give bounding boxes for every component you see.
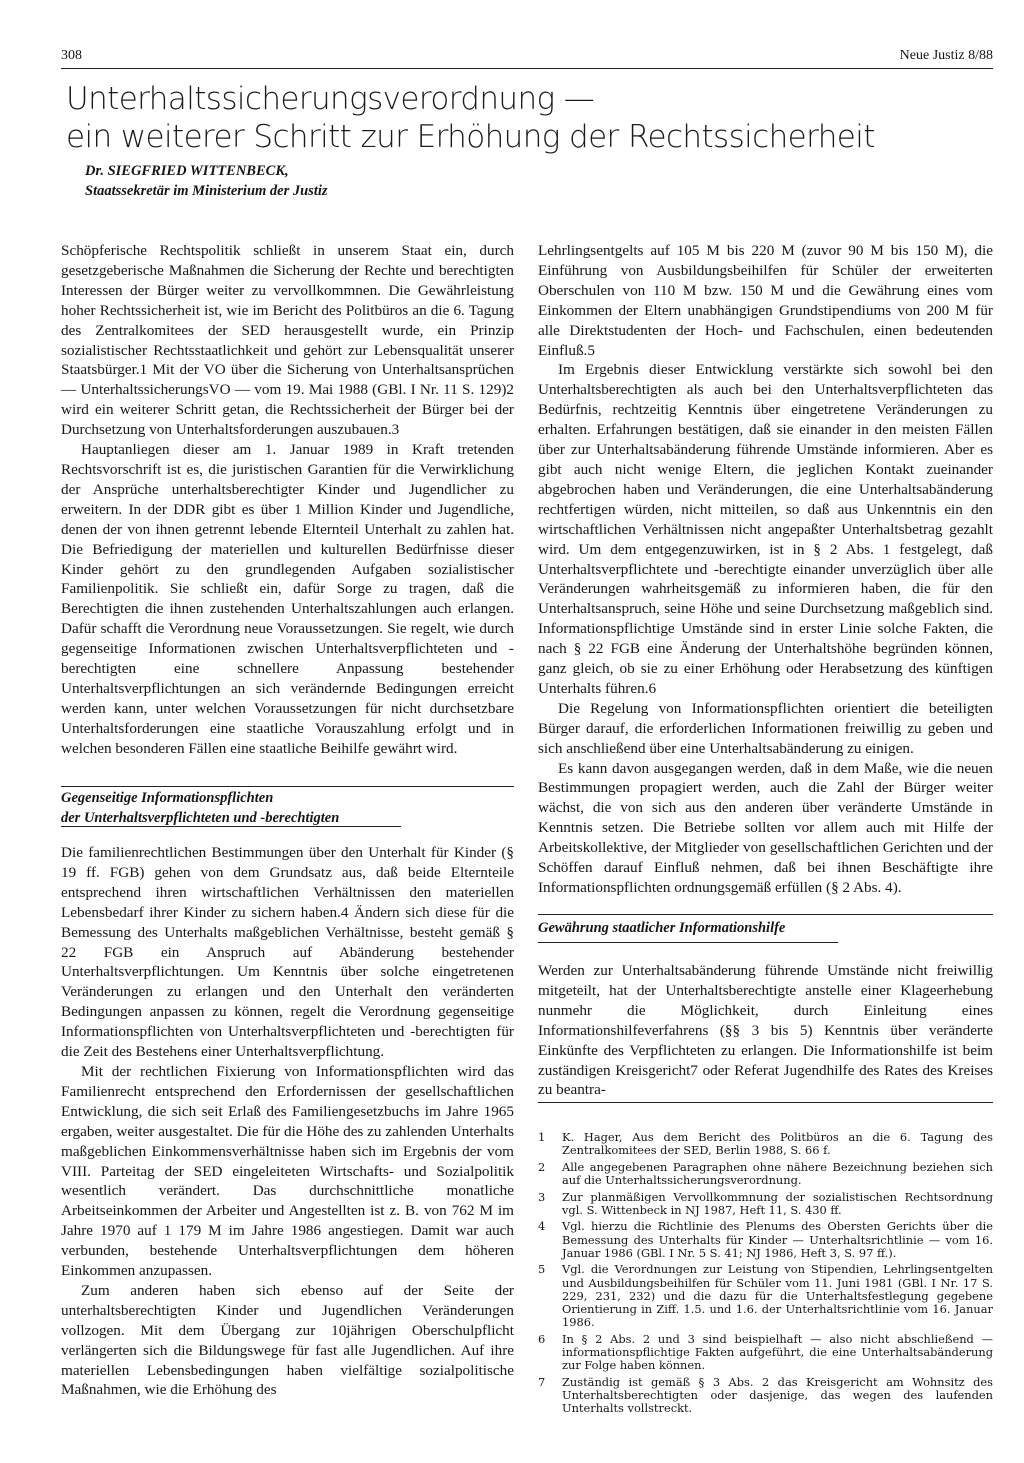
- article-title: [66, 80, 996, 156]
- title-line-1: Unterhaltssicherungsverordnung —: [66, 81, 595, 117]
- column-1-top: [61, 241, 514, 759]
- paragraph: Schöpferische Rechtspolitik schließt in unserem Staat ein, durch gesetzgeberische Maßnahmen die Sicherung der Rechte und berechtigten Interessen der Bürger weiter zu vervollkommnen. Die Gewährleistung hoher Rechtssicherheit ist, wie im Bericht des Politbüros an die 6. Tagung des Zentralkomitees der SED herausgestellt wurde, ein Prinzip sozialistischer Rechtsstaatlichkeit und gehört zur Lebensqualität unserer Staatsbürger.1 Mit der VO über die Sicherung von Unterhaltsansprüchen — UnterhaltssicherungsVO — vom 19. Mai 1988 (GBl. I Nr. 11 S. 129)2 wird ein weiterer Schritt getan, die Rechtssicherheit der Bürger bei der Durchsetzung von Unterhaltsforderungen auszubauen.3: [61, 242, 514, 439]
- section-rule-bottom: [538, 942, 838, 943]
- column-2-bottom: [538, 961, 993, 1100]
- footnote-number: 7: [538, 1374, 546, 1389]
- footnote-number: 1: [538, 1130, 546, 1144]
- paragraph: Die familienrechtlichen Bestimmungen über den Unterhalt für Kinder (§ 19 ff. FGB) gehen von dem Grundsatz aus, daß beide Elternteile entsprechend ihren wirtschaftlichen Verhältnissen den materiellen Lebensbedarf ihrer Kinder zu sichern haben.4 Ändern sich diese für die Bemessung des Unterhalts maßgeblichen Verhältnisse, besteht gemäß § 22 FGB ein Anspruch auf Abänderung bestehender Unterhaltsverpflichtungen. Um Kenntnis über solche eingetretenen Veränderungen zu erlangen und den Unterhalt den veränderten Bedingungen anpassen zu können, regelt die Verordnung gegenseitige Informationspflichten von Unterhaltsverpflichteten und -berechtigten für die Zeit des Bestehens einer Unterhaltsverpflichtung.: [61, 844, 514, 1061]
- header-rule: [61, 68, 993, 69]
- section-rule-top: [61, 786, 514, 787]
- footnote: [538, 1220, 993, 1260]
- paragraph: Zum anderen haben sich ebenso auf der Seite der unterhaltsberechtigten Kinder und Jugendlichen Veränderungen vollzogen. Mit dem Übergang zur 10jährigen Oberschulpflicht verlängerten sich die Bildungswege für fast alle Jugendlichen. Auf ihre materiellen Lebensbedingungen haben vielfältige sozialpolitische Maßnahmen, wie die Erhöhung des: [61, 1281, 514, 1399]
- footnote-text: K. Hager, Aus dem Bericht des Politbüros an die 6. Tagung des Zentralkomitees der SED, Berlin 1988, S. 66 f.: [562, 1130, 993, 1158]
- section-rule-bottom: [61, 826, 401, 827]
- title-line-2: ein weiterer Schritt zur Erhöhung der Rechtssicherheit: [66, 119, 875, 155]
- page-number: 308: [61, 48, 82, 63]
- paragraph: Die Regelung von Informationspflichten orientiert die beteiligten Bürger darauf, die erforderlichen Informationen freiwillig zu geben und sich anschließend über eine Unterhaltsabänderung zu einigen.: [538, 699, 993, 757]
- footnote: [538, 1191, 993, 1217]
- column-2-top: [538, 241, 993, 898]
- footnote-number: 3: [538, 1189, 546, 1204]
- footnote: [538, 1376, 993, 1416]
- section-heading-2: Gewährung staatlicher Informationshilfe: [538, 920, 786, 936]
- footnote: [538, 1131, 993, 1157]
- footnote: [538, 1263, 993, 1329]
- footnote-number: 4: [538, 1219, 546, 1234]
- paragraph: Im Ergebnis dieser Entwicklung verstärkte sich sowohl bei den Unterhaltsberechtigten als auch bei den Unterhaltsverpflichteten das Bedürfnis, rechtzeitig Kenntnis über eingetretene Veränderungen zu erhalten. Erfahrungen bestätigen, daß sie einander in den meisten Fällen über zur Unterhaltsabänderung führende Umstände informieren. Aber es gibt auch nicht wenige Eltern, die jeglichen Kontakt zueinander abgebrochen haben und Veränderungen, die eine Unterhaltsabänderung rechtfertigen würden, nicht mitteilen, so daß aus Unkenntnis ein den wirtschaftlichen Verhältnissen nicht angepaßter Unterhaltsbetrag gezahlt wird. Um dem entgegenzuwirken, ist in § 2 Abs. 1 festgelegt, daß Unterhaltsverpflichtete und -berechtigte einander unverzüglich über alle Veränderungen wahrheitsgemäß zu informieren haben, die für den Unterhaltsanspruch, seine Höhe und seine Durchsetzung maßgeblich sind. Informationspflichtige Umstände sind in erster Linie solche Fakten, die nach § 22 FGB eine Änderung der Unterhaltshöhe begründen können, ganz gleich, ob sie zu einer Erhöhung oder Herabsetzung des künftigen Unterhalts führen.6: [538, 361, 993, 697]
- footnote-text: Vgl. hierzu die Richtlinie des Plenums des Obersten Gerichts über die Bemessung des Unterhalts für Kinder — Unterhaltsrichtlinie — vom 16. Januar 1986 (GBl. I Nr. 5 S. 41; NJ 1986, Heft 3, S. 97 ff.).: [562, 1219, 993, 1260]
- paragraph: Lehrlingsentgelts auf 105 M bis 220 M (zuvor 90 M bis 150 M), die Einführung von Ausbildungsbeihilfen für Schüler der erweiterten Oberschulen von 110 M bzw. 150 M und die Gewährung eines vom Einkommen der Eltern unabhängigen Grundstipendiums von 200 M für alle Direktstudenten der Hoch- und Fachschulen, einen bedeutenden Einfluß.5: [538, 242, 993, 359]
- footnote-text: Vgl. die Verordnungen zur Leistung von Stipendien, Lehrlingsentgelten und Ausbildungsbeihilfen für Schüler vom 11. Juni 1981 (GBl. I Nr. 17 S. 229, 231, 232) und die dazu für die Unterhaltsfestlegung gegebene Orientierung in Ziff. 1.5. und 1.6. der Unterhaltsrichtlinie vom 16. Januar 1986.: [562, 1262, 993, 1330]
- footnote-number: 6: [538, 1331, 546, 1346]
- footnotes: [538, 1131, 993, 1419]
- section-heading-line: der Unterhaltsverpflichteten und -berechtigten: [61, 810, 340, 826]
- section-rule-top: [538, 914, 993, 915]
- footnote-number: 5: [538, 1262, 546, 1277]
- footnote-text: Zuständig ist gemäß § 3 Abs. 2 das Kreisgericht am Wohnsitz des Unterhaltsberechtigten oder dasjenige, das wegen des laufenden Unterhalts vollstreckt.: [562, 1374, 993, 1416]
- byline: [85, 161, 585, 201]
- footnote-text: Zur planmäßigen Vervollkommnung der sozialistischen Rechtsordnung vgl. S. Wittenbeck in NJ 1987, Heft 11, S. 430 ff.: [562, 1189, 993, 1217]
- footnote: [538, 1333, 993, 1373]
- footnote: [538, 1161, 993, 1187]
- section-heading-1: [61, 788, 514, 828]
- running-head: [61, 48, 993, 70]
- footnote-text: Alle angegebenen Paragraphen ohne nähere Bezeichnung beziehen sich auf die Unterhaltssicherungsverordnung.: [562, 1159, 993, 1187]
- section-heading-line: Gegenseitige Informationspflichten: [61, 790, 274, 806]
- footnote-text: In § 2 Abs. 2 und 3 sind beispielhaft — also nicht abschließend — informationspflichtige Fakten aufgeführt, die eine Unterhaltsabänderung zur Folge haben können.: [562, 1331, 993, 1373]
- column-1-bottom: [61, 843, 514, 1400]
- author-position: Staatssekretär im Ministerium der Justiz: [85, 183, 328, 199]
- journal-issue: Neue Justiz 8/88: [899, 48, 993, 63]
- footnote-rule: [538, 1102, 993, 1103]
- footnote-number: 2: [538, 1159, 546, 1174]
- paragraph: Es kann davon ausgegangen werden, daß in dem Maße, wie die neuen Bestimmungen propagiert werden, auch die Zahl der Bürger weiter wächst, die von sich aus den anderen über veränderte Umstände in Kenntnis setzen. Die Betriebe sollten vor allem auch mit Hilfe der Arbeitskollektive, der Mitglieder von gesellschaftlichen Gerichten und der Schöffen darauf Einfluß nehmen, daß bei ihnen Beschäftigte ihre Informationspflichten ordnungsgemäß erfüllen (§ 2 Abs. 4).: [538, 759, 993, 896]
- paragraph: Werden zur Unterhaltsabänderung führende Umstände nicht freiwillig mitgeteilt, hat der Unterhaltsberechtigte anstelle einer Klageerhebung nunmehr die Möglichkeit, durch Einleitung eines Informationshilfeverfahrens (§§ 3 bis 5) Kenntnis über veränderte Einkünfte des Verpflichteten zu erlangen. Die Informationshilfe ist beim zuständigen Kreisgericht7 oder Referat Jugendhilfe des Rates des Kreises zu beantra-: [538, 962, 993, 1099]
- author-name: Dr. SIEGFRIED WITTENBECK,: [85, 163, 289, 179]
- paragraph: Hauptanliegen dieser am 1. Januar 1989 in Kraft tretenden Rechtsvorschrift ist es, die juristischen Garantien für die Verwirklichung der Ansprüche unterhaltsberechtigter Kinder und Jugendlicher zu erweitern. In der DDR gibt es über 1 Million Kinder und Jugendliche, denen der von ihnen getrennt lebende Elternteil Unterhalt zu zahlen hat. Die Befriedigung der materiellen und kulturellen Bedürfnisse dieser Kinder gehört zu den grundlegenden Aufgaben sozialistischer Familienpolitik. Sie schließt ein, dafür Sorge zu tragen, daß die Berechtigten die ihnen zustehenden Unterhaltszahlungen auch erlangen. Dafür schafft die Verordnung neue Voraussetzungen. Sie regelt, wie durch gegenseitige Informationen zwischen Unterhaltsverpflichteten und -berechtigten eine schnellere Anpassung bestehender Unterhaltsverpflichtungen an sich verändernde Bedingungen erreicht werden kann, unter welchen Voraussetzungen für nicht durchsetzbare Unterhaltsforderungen eine staatliche Vorauszahlung erfolgt und in welchen besonderen Fällen eine staatliche Beihilfe gewährt wird.: [61, 441, 514, 757]
- paragraph: Mit der rechtlichen Fixierung von Informationspflichten wird das Familienrecht entsprechend den Erfordernissen der gesellschaftlichen Entwicklung, die sich seit Erlaß des Familiengesetzbuchs im Jahre 1965 ergaben, weiter ausgestaltet. Die für die Höhe des zu zahlenden Unterhalts maßgeblichen Einkommensverhältnisse haben sich im Ergebnis der vom VIII. Parteitag der SED eingeleiteten Wirtschafts- und Sozialpolitik wesentlich verändert. Das durchschnittliche monatliche Arbeitseinkommen der Arbeiter und Angestellten ist z. B. von 762 M im Jahre 1970 auf 1 179 M im Jahre 1986 angestiegen. Damit war auch verbunden, bestehende Unterhaltsverpflichtungen dem höheren Einkommen anzupassen.: [61, 1062, 514, 1280]
